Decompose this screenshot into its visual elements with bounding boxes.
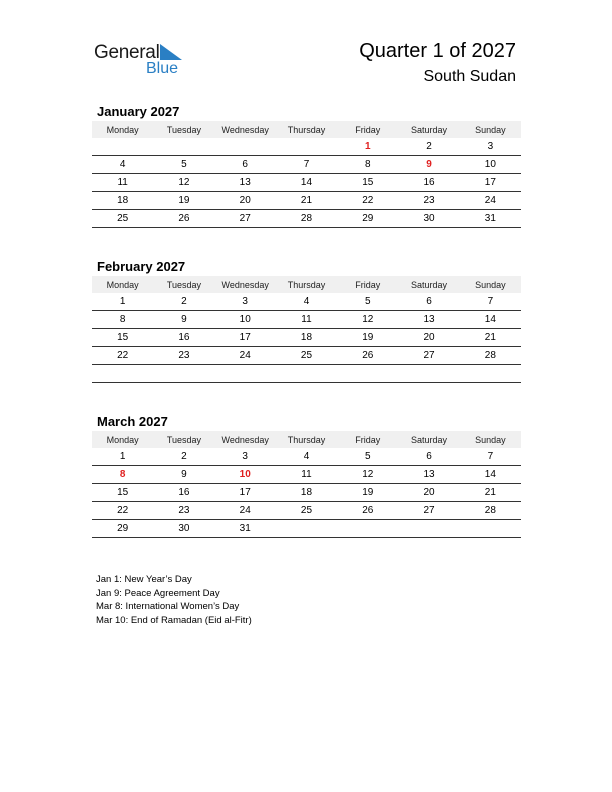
day-cell: 16 bbox=[153, 329, 214, 347]
day-cell: 6 bbox=[398, 293, 459, 311]
day-cell: 3 bbox=[215, 293, 276, 311]
day-cell: 9 bbox=[153, 311, 214, 329]
holiday-note: Mar 10: End of Ramadan (Eid al-Fitr) bbox=[96, 614, 252, 626]
day-cell: 13 bbox=[398, 311, 459, 329]
day-cell: 31 bbox=[460, 210, 521, 228]
day-cell: 30 bbox=[398, 210, 459, 228]
logo bbox=[94, 40, 194, 80]
day-cell: 2 bbox=[153, 448, 214, 466]
day-cell: 21 bbox=[460, 329, 521, 347]
day-cell: 24 bbox=[215, 502, 276, 520]
day-cell: 17 bbox=[460, 174, 521, 192]
month-title: March 2027 bbox=[97, 414, 168, 429]
week-row bbox=[92, 347, 521, 365]
day-cell: 16 bbox=[398, 174, 459, 192]
day-cell bbox=[276, 365, 337, 383]
day-cell: 29 bbox=[337, 210, 398, 228]
week-row bbox=[92, 174, 521, 192]
day-cell: 5 bbox=[153, 156, 214, 174]
week-row bbox=[92, 156, 521, 174]
weekday-header: Wednesday bbox=[215, 121, 276, 138]
day-cell: 28 bbox=[460, 502, 521, 520]
day-cell: 7 bbox=[460, 448, 521, 466]
day-cell: 22 bbox=[92, 502, 153, 520]
day-cell: 27 bbox=[398, 502, 459, 520]
weekday-header: Monday bbox=[92, 121, 153, 138]
day-cell: 24 bbox=[215, 347, 276, 365]
day-cell: 7 bbox=[460, 293, 521, 311]
weekday-header: Wednesday bbox=[215, 431, 276, 448]
day-cell: 25 bbox=[276, 502, 337, 520]
day-cell: 13 bbox=[398, 466, 459, 484]
day-cell bbox=[215, 365, 276, 383]
day-cell: 13 bbox=[215, 174, 276, 192]
day-cell: 2 bbox=[153, 293, 214, 311]
weekday-header: Monday bbox=[92, 276, 153, 293]
day-cell: 27 bbox=[215, 210, 276, 228]
holiday-note: Jan 1: New Year’s Day bbox=[96, 574, 192, 585]
day-cell: 29 bbox=[92, 520, 153, 538]
month-march bbox=[92, 413, 521, 538]
day-cell bbox=[460, 365, 521, 383]
weekday-header: Sunday bbox=[460, 431, 521, 448]
month-title: January 2027 bbox=[97, 104, 180, 119]
day-cell: 19 bbox=[337, 329, 398, 347]
weekday-header: Tuesday bbox=[153, 121, 214, 138]
holiday-note: Jan 9: Peace Agreement Day bbox=[96, 587, 220, 599]
day-cell: 1 bbox=[92, 293, 153, 311]
day-cell: 31 bbox=[215, 520, 276, 538]
week-row bbox=[92, 365, 521, 383]
day-cell: 15 bbox=[337, 174, 398, 192]
day-cell bbox=[92, 138, 153, 156]
day-cell: 15 bbox=[92, 329, 153, 347]
page-subtitle: South Sudan bbox=[423, 68, 516, 85]
day-cell: 17 bbox=[215, 484, 276, 502]
week-row bbox=[92, 448, 521, 466]
logo-triangle-icon bbox=[160, 44, 182, 60]
day-cell: 4 bbox=[276, 293, 337, 311]
week-row bbox=[92, 192, 521, 210]
weekday-header: Sunday bbox=[460, 276, 521, 293]
day-cell: 19 bbox=[337, 484, 398, 502]
day-cell: 10 bbox=[460, 156, 521, 174]
day-cell: 22 bbox=[92, 347, 153, 365]
week-row bbox=[92, 293, 521, 311]
week-row bbox=[92, 210, 521, 228]
day-cell: 20 bbox=[398, 484, 459, 502]
day-cell: 8 bbox=[92, 311, 153, 329]
day-cell: 20 bbox=[215, 192, 276, 210]
week-row bbox=[92, 311, 521, 329]
weekday-header: Friday bbox=[337, 121, 398, 138]
day-cell: 5 bbox=[337, 293, 398, 311]
day-cell: 9 bbox=[153, 466, 214, 484]
day-cell: 7 bbox=[276, 156, 337, 174]
logo-general-text: General bbox=[94, 42, 160, 63]
day-cell: 4 bbox=[276, 448, 337, 466]
day-cell: 19 bbox=[153, 192, 214, 210]
weekday-header: Friday bbox=[337, 276, 398, 293]
day-cell: 14 bbox=[276, 174, 337, 192]
day-cell bbox=[153, 138, 214, 156]
day-cell: 21 bbox=[276, 192, 337, 210]
day-cell: 5 bbox=[337, 448, 398, 466]
holiday-notes bbox=[96, 573, 252, 627]
day-cell: 3 bbox=[215, 448, 276, 466]
day-cell: 23 bbox=[153, 502, 214, 520]
day-cell: 28 bbox=[460, 347, 521, 365]
weekday-header: Saturday bbox=[398, 276, 459, 293]
day-cell bbox=[337, 520, 398, 538]
day-cell: 10 bbox=[215, 311, 276, 329]
day-cell: 4 bbox=[92, 156, 153, 174]
day-cell: 12 bbox=[337, 466, 398, 484]
weekday-header-row bbox=[92, 431, 521, 448]
day-cell: 6 bbox=[215, 156, 276, 174]
day-cell: 21 bbox=[460, 484, 521, 502]
week-row bbox=[92, 502, 521, 520]
day-cell bbox=[460, 520, 521, 538]
day-cell: 23 bbox=[398, 192, 459, 210]
logo-blue-text: Blue bbox=[146, 60, 179, 77]
day-cell: 18 bbox=[92, 192, 153, 210]
day-cell: 6 bbox=[398, 448, 459, 466]
day-cell: 27 bbox=[398, 347, 459, 365]
day-cell bbox=[398, 520, 459, 538]
weekday-header: Saturday bbox=[398, 121, 459, 138]
weekday-header: Friday bbox=[337, 431, 398, 448]
weekday-header: Monday bbox=[92, 431, 153, 448]
weekday-header: Sunday bbox=[460, 121, 521, 138]
day-cell: 18 bbox=[276, 484, 337, 502]
day-cell: 10 bbox=[215, 466, 276, 484]
day-cell: 28 bbox=[276, 210, 337, 228]
day-cell: 11 bbox=[92, 174, 153, 192]
week-row bbox=[92, 138, 521, 156]
day-cell: 3 bbox=[460, 138, 521, 156]
weekday-header-row bbox=[92, 276, 521, 293]
day-cell: 8 bbox=[337, 156, 398, 174]
day-cell: 11 bbox=[276, 466, 337, 484]
day-cell: 24 bbox=[460, 192, 521, 210]
day-cell: 26 bbox=[337, 502, 398, 520]
day-cell: 20 bbox=[398, 329, 459, 347]
day-cell: 1 bbox=[92, 448, 153, 466]
weekday-header: Thursday bbox=[276, 431, 337, 448]
day-cell: 11 bbox=[276, 311, 337, 329]
holiday-note: Mar 8: International Women’s Day bbox=[96, 601, 240, 612]
day-cell bbox=[398, 365, 459, 383]
weekday-header: Thursday bbox=[276, 121, 337, 138]
day-cell: 22 bbox=[337, 192, 398, 210]
day-cell: 12 bbox=[337, 311, 398, 329]
week-row bbox=[92, 466, 521, 484]
day-cell: 25 bbox=[276, 347, 337, 365]
day-cell bbox=[92, 365, 153, 383]
day-cell bbox=[215, 138, 276, 156]
day-cell: 8 bbox=[92, 466, 153, 484]
day-cell bbox=[337, 365, 398, 383]
calendar-grid bbox=[92, 431, 521, 538]
day-cell bbox=[153, 365, 214, 383]
calendar-grid bbox=[92, 276, 521, 383]
page-title: Quarter 1 of 2027 bbox=[359, 40, 516, 62]
day-cell: 2 bbox=[398, 138, 459, 156]
day-cell: 16 bbox=[153, 484, 214, 502]
month-title: February 2027 bbox=[97, 259, 186, 274]
day-cell: 30 bbox=[153, 520, 214, 538]
weekday-header: Thursday bbox=[276, 276, 337, 293]
day-cell: 26 bbox=[153, 210, 214, 228]
day-cell bbox=[276, 138, 337, 156]
day-cell: 17 bbox=[215, 329, 276, 347]
month-february bbox=[92, 258, 521, 383]
day-cell: 18 bbox=[276, 329, 337, 347]
day-cell: 26 bbox=[337, 347, 398, 365]
weekday-header: Tuesday bbox=[153, 431, 214, 448]
day-cell: 9 bbox=[398, 156, 459, 174]
day-cell: 15 bbox=[92, 484, 153, 502]
weekday-header: Wednesday bbox=[215, 276, 276, 293]
week-row bbox=[92, 484, 521, 502]
day-cell: 14 bbox=[460, 466, 521, 484]
day-cell: 23 bbox=[153, 347, 214, 365]
weekday-header: Saturday bbox=[398, 431, 459, 448]
month-january bbox=[92, 103, 521, 228]
day-cell: 14 bbox=[460, 311, 521, 329]
week-row bbox=[92, 520, 521, 538]
calendar-grid bbox=[92, 121, 521, 228]
week-row bbox=[92, 329, 521, 347]
weekday-header-row bbox=[92, 121, 521, 138]
weekday-header: Tuesday bbox=[153, 276, 214, 293]
day-cell bbox=[276, 520, 337, 538]
day-cell: 25 bbox=[92, 210, 153, 228]
day-cell: 12 bbox=[153, 174, 214, 192]
day-cell: 1 bbox=[337, 138, 398, 156]
